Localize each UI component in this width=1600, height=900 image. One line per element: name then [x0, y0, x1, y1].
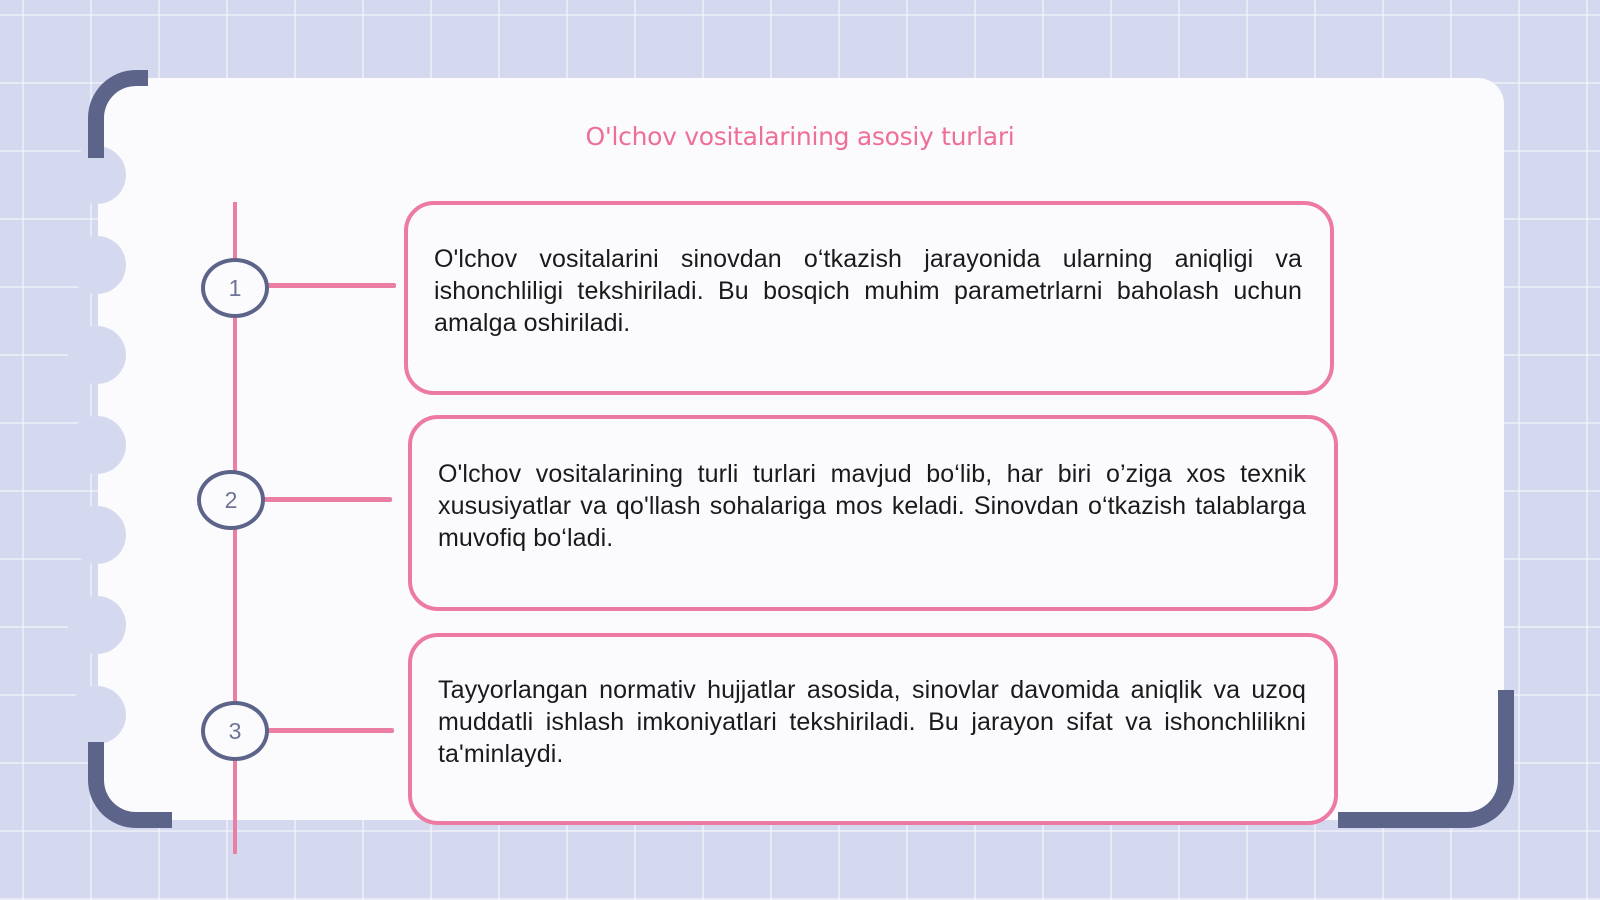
step-number: 3	[228, 717, 242, 744]
step-number-circle	[197, 470, 265, 530]
step-number-circle	[201, 258, 269, 318]
slide-title: O'lchov vositalarining asosiy turlari	[585, 122, 1015, 151]
step-number-circle	[201, 701, 269, 761]
step-text: Tayyorlangan normativ hujjatlar asosida, sinovlar davomida aniqlik va uzoq muddatli ishlash imkoniyatlari tekshiriladi. Bu jarayon sifat va ishonchlilikni ta'minlaydi.	[438, 676, 1306, 768]
notebook-notch	[68, 236, 126, 294]
step-text: O'lchov vositalarining turli turlari mavjud bo‘lib, har biri o’ziga xos texnik xususiyatlar va qo'llash sohalariga mos keladi. Sinovdan o‘tkazish talablarga muvofiq bo‘ladi.	[438, 460, 1306, 552]
step-text: O'lchov vositalarini sinovdan o‘tkazish jarayonida ularning aniqligi va ishonchliligi tekshiriladi. Bu bosqich muhim parametrlarni baholash uchun amalga oshiriladi.	[434, 245, 1302, 337]
notebook-notch	[68, 506, 126, 564]
step-box	[404, 201, 1334, 395]
timeline-connector	[262, 497, 392, 502]
notebook-notch	[68, 596, 126, 654]
step-number: 2	[224, 486, 238, 513]
notebook-notch	[68, 326, 126, 384]
step-box	[408, 415, 1338, 611]
notebook-notch	[68, 686, 126, 744]
step-number: 1	[228, 274, 242, 301]
timeline-connector	[266, 283, 396, 288]
corner-bracket-bottom-right	[1338, 690, 1514, 828]
timeline-connector	[266, 728, 394, 733]
corner-bracket-bottom-left	[88, 742, 172, 828]
step-box	[408, 633, 1338, 825]
notebook-notch	[68, 416, 126, 474]
